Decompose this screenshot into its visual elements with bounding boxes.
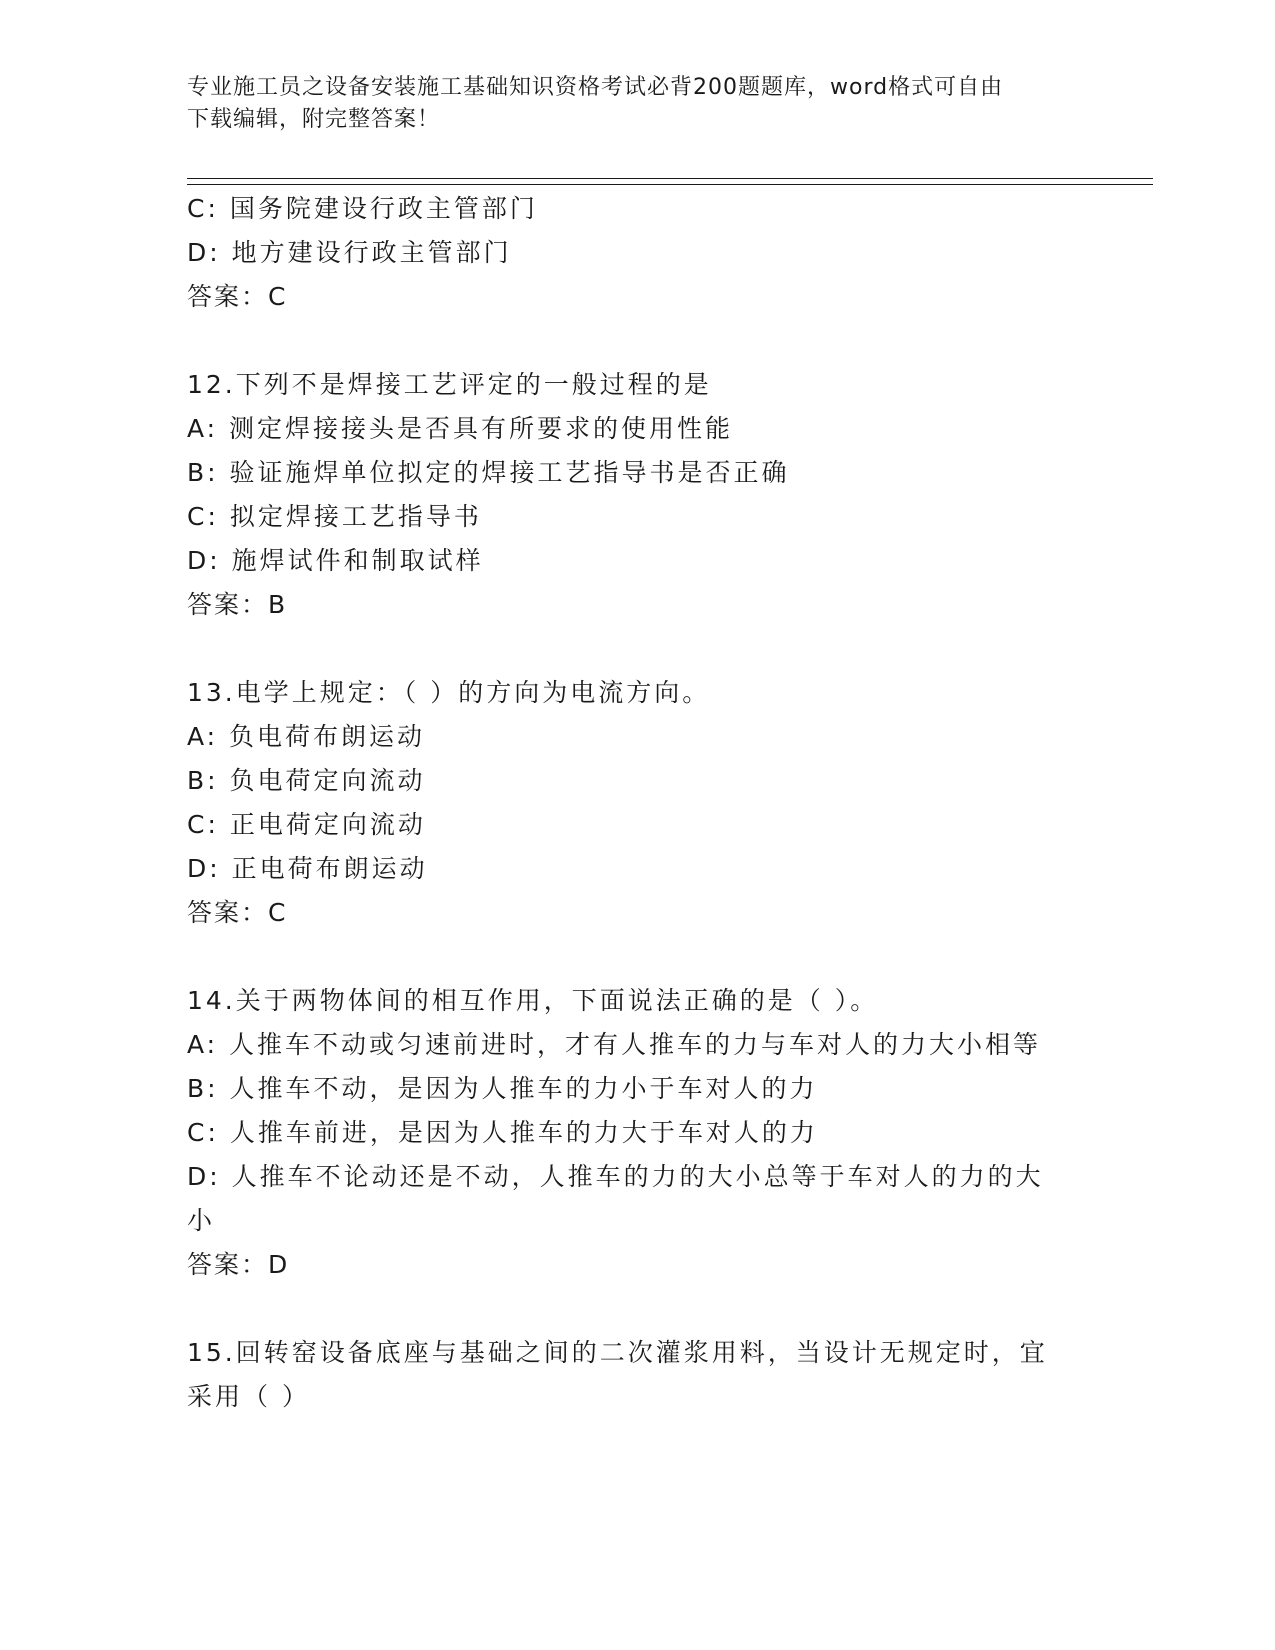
q13-option-a: A: 负电荷布朗运动 <box>187 722 426 751</box>
q14-option-d-line-1: D: 人推车不论动还是不动，人推车的力的大小总等于车对人的力的大 <box>187 1162 1044 1191</box>
q14-option-b: B: 人推车不动，是因为人推车的力小于车对人的力 <box>187 1074 818 1103</box>
header-title-line-2: 下载编辑，附完整答案！ <box>187 107 441 132</box>
q13-option-d: D: 正电荷布朗运动 <box>187 854 428 883</box>
q14-option-c: C: 人推车前进，是因为人推车的力大于车对人的力 <box>187 1118 818 1147</box>
q11-option-c: C: 国务院建设行政主管部门 <box>187 194 538 223</box>
q13-question: 13.电学上规定：（ ）的方向为电流方向。 <box>187 678 711 707</box>
header-divider-bottom <box>187 184 1153 185</box>
q12-answer: 答案：B <box>187 590 288 619</box>
q14-question: 14.关于两物体间的相互作用，下面说法正确的是（ ）。 <box>187 986 879 1015</box>
header-title-line-1: 专业施工员之设备安装施工基础知识资格考试必背200题题库，word格式可自由 <box>187 75 1004 100</box>
document-header <box>187 72 1067 136</box>
q12-question: 12.下列不是焊接工艺评定的一般过程的是 <box>187 370 712 399</box>
q12-option-c: C: 拟定焊接工艺指导书 <box>187 502 482 531</box>
q12-option-b: B: 验证施焊单位拟定的焊接工艺指导书是否正确 <box>187 458 790 487</box>
q12-option-d: D: 施焊试件和制取试样 <box>187 546 484 575</box>
q11-answer: 答案：C <box>187 282 288 311</box>
q12-option-a: A: 测定焊接接头是否具有所要求的使用性能 <box>187 414 734 443</box>
q14-option-d-line-2: 小 <box>187 1206 216 1235</box>
q13-option-b: B: 负电荷定向流动 <box>187 766 426 795</box>
q13-option-c: C: 正电荷定向流动 <box>187 810 426 839</box>
q14-option-a: A: 人推车不动或匀速前进时，才有人推车的力与车对人的力大小相等 <box>187 1030 1042 1059</box>
q15-question-line-2: 采用（ ） <box>187 1382 310 1411</box>
q13-answer: 答案：C <box>187 898 288 927</box>
q15-question-line-1: 15.回转窑设备底座与基础之间的二次灌浆用料，当设计无规定时，宜 <box>187 1338 1048 1367</box>
q11-option-d: D: 地方建设行政主管部门 <box>187 238 512 267</box>
q14-answer: 答案：D <box>187 1250 290 1279</box>
header-divider-top <box>187 178 1153 179</box>
